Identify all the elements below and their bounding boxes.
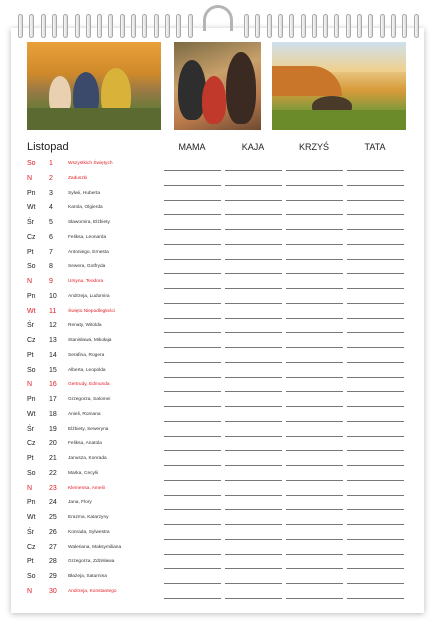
writing-line[interactable] <box>225 450 282 451</box>
weekday-label: Cz <box>27 440 36 448</box>
writing-line[interactable] <box>225 273 282 274</box>
writing-line[interactable] <box>164 273 221 274</box>
writing-line[interactable] <box>347 554 404 555</box>
writing-line[interactable] <box>286 568 343 569</box>
nameday-text: Sylwii, Huberta <box>68 190 100 196</box>
writing-line[interactable] <box>347 421 404 422</box>
month-title: Listopad <box>27 141 69 153</box>
weekday-label: N <box>27 484 33 492</box>
writing-line[interactable] <box>164 244 221 245</box>
nameday-text: Marka, Cecylii <box>68 470 99 476</box>
writing-line[interactable] <box>286 332 343 333</box>
day-number: 14 <box>49 351 57 359</box>
day-number: 24 <box>49 499 57 507</box>
writing-line[interactable] <box>286 288 343 289</box>
writing-line[interactable] <box>164 377 221 378</box>
day-row <box>0 160 435 175</box>
writing-line[interactable] <box>225 288 282 289</box>
weekday-label: Pt <box>27 455 34 462</box>
nameday-text: Święto Niepodległości <box>68 308 115 314</box>
day-row <box>0 558 435 573</box>
writing-line[interactable] <box>164 450 221 451</box>
writing-line[interactable] <box>225 539 282 540</box>
writing-line[interactable] <box>286 185 343 186</box>
weekday-label: So <box>27 263 36 271</box>
writing-line[interactable] <box>225 170 282 171</box>
spiral-ring <box>357 14 362 38</box>
weekday-label: So <box>27 160 36 167</box>
writing-line[interactable] <box>286 524 343 525</box>
writing-line[interactable] <box>347 288 404 289</box>
writing-line[interactable] <box>347 391 404 392</box>
spiral-ring <box>108 14 113 38</box>
nameday-text: Konrada, Sylwestra <box>68 529 110 535</box>
day-number: 22 <box>49 469 57 477</box>
weekday-label: Pt <box>27 558 34 566</box>
spiral-ring <box>323 14 328 38</box>
day-number: 17 <box>49 396 57 403</box>
writing-line[interactable] <box>286 509 343 510</box>
weekday-label: Pt <box>27 248 34 256</box>
writing-line[interactable] <box>286 303 343 304</box>
writing-line[interactable] <box>225 509 282 510</box>
weekday-label: Wt <box>27 307 36 315</box>
writing-line[interactable] <box>347 465 404 466</box>
writing-line[interactable] <box>347 303 404 304</box>
day-row <box>0 190 435 205</box>
writing-line[interactable] <box>164 318 221 319</box>
writing-line[interactable] <box>286 259 343 260</box>
day-row <box>0 322 435 337</box>
weekday-label: Pn <box>27 396 36 403</box>
spiral-ring <box>131 14 136 38</box>
day-row <box>0 278 435 293</box>
writing-line[interactable] <box>347 450 404 451</box>
day-row <box>0 219 435 234</box>
writing-line[interactable] <box>225 347 282 348</box>
nameday-text: Wszystkich Świętych <box>68 161 113 166</box>
day-row <box>0 514 435 529</box>
writing-line[interactable] <box>164 583 221 584</box>
writing-line[interactable] <box>225 406 282 407</box>
writing-line[interactable] <box>286 170 343 171</box>
weekday-label: So <box>27 469 36 477</box>
writing-line[interactable] <box>347 273 404 274</box>
writing-line[interactable] <box>286 273 343 274</box>
writing-line[interactable] <box>164 524 221 525</box>
day-number: 1 <box>49 160 53 167</box>
column-header-mama: MAMA <box>178 142 206 152</box>
spiral-ring <box>301 14 306 38</box>
writing-line[interactable] <box>347 480 404 481</box>
nameday-text: Sławomira, Elżbiety <box>68 220 110 225</box>
writing-line[interactable] <box>347 495 404 496</box>
nameday-text: Sewera, Gotfryda <box>68 264 106 270</box>
writing-line[interactable] <box>164 465 221 466</box>
weekday-label: N <box>27 587 33 595</box>
writing-line[interactable] <box>347 244 404 245</box>
writing-line[interactable] <box>347 259 404 260</box>
writing-line[interactable] <box>286 229 343 230</box>
writing-line[interactable] <box>164 170 221 171</box>
family-photo-3 <box>272 42 406 130</box>
writing-line[interactable] <box>286 480 343 481</box>
nameday-text: Grzegorza, Salomei <box>68 397 111 402</box>
spiral-ring <box>86 14 91 38</box>
day-number: 25 <box>49 514 57 521</box>
writing-line[interactable] <box>286 450 343 451</box>
spiral-ring <box>255 14 260 38</box>
writing-line[interactable] <box>286 495 343 496</box>
nameday-text: Stanisława, Mikołaja <box>68 338 112 343</box>
spiral-ring <box>75 14 80 38</box>
day-number: 20 <box>49 440 57 448</box>
writing-line[interactable] <box>225 185 282 186</box>
spiral-ring <box>97 14 102 38</box>
writing-line[interactable] <box>225 568 282 569</box>
writing-line[interactable] <box>164 200 221 201</box>
day-row <box>0 337 435 352</box>
writing-line[interactable] <box>164 288 221 289</box>
spiral-ring <box>312 14 317 38</box>
spiral-ring <box>267 14 272 38</box>
day-number: 11 <box>49 307 57 315</box>
weekday-label: Wt <box>27 514 36 521</box>
day-row <box>0 544 435 559</box>
writing-line[interactable] <box>164 568 221 569</box>
writing-line[interactable] <box>286 539 343 540</box>
writing-line[interactable] <box>286 244 343 245</box>
day-row <box>0 204 435 219</box>
weekday-label: Cz <box>27 337 36 344</box>
nameday-text: Serafina, Rogera <box>68 352 105 358</box>
spiral-ring <box>334 14 339 38</box>
column-header-kaja: KAJA <box>241 142 265 152</box>
day-row <box>0 529 435 544</box>
writing-line[interactable] <box>347 509 404 510</box>
day-row <box>0 588 435 603</box>
writing-line[interactable] <box>225 436 282 437</box>
day-row <box>0 381 435 396</box>
day-number: 8 <box>49 263 53 271</box>
day-row <box>0 352 435 367</box>
day-number: 2 <box>49 174 53 182</box>
writing-line[interactable] <box>164 436 221 437</box>
weekday-label: So <box>27 366 36 374</box>
writing-line[interactable] <box>347 229 404 230</box>
writing-line[interactable] <box>164 214 221 215</box>
day-number: 23 <box>49 484 57 492</box>
weekday-label: Śr <box>27 425 34 433</box>
nameday-text: Waleriana, Maksymiliana <box>68 544 122 550</box>
nameday-text: Zaduszki <box>68 175 88 181</box>
writing-line[interactable] <box>286 406 343 407</box>
nameday-text: Klemensa, Amelii <box>68 485 105 491</box>
spiral-ring <box>120 14 125 38</box>
weekday-label: Śr <box>27 528 34 536</box>
nameday-text: Erazma, Katarzyny <box>68 515 109 520</box>
column-header-krzys: KRZYŚ <box>298 142 329 152</box>
writing-line[interactable] <box>225 214 282 215</box>
day-row <box>0 440 435 455</box>
nameday-text: Andrzeja, Ludomira <box>68 293 110 299</box>
day-number: 30 <box>49 587 57 595</box>
writing-line[interactable] <box>347 347 404 348</box>
family-photo-1 <box>27 42 161 130</box>
day-number: 27 <box>49 543 57 551</box>
day-number: 19 <box>49 425 57 433</box>
writing-line[interactable] <box>286 318 343 319</box>
nameday-text: Elżbiety, Seweryna <box>68 426 109 432</box>
weekday-label: N <box>27 278 33 285</box>
spiral-ring <box>176 14 181 38</box>
writing-line[interactable] <box>164 598 221 599</box>
writing-line[interactable] <box>286 347 343 348</box>
writing-line[interactable] <box>286 362 343 363</box>
day-number: 29 <box>49 573 57 580</box>
spiral-ring <box>142 14 147 38</box>
writing-line[interactable] <box>347 170 404 171</box>
day-number: 7 <box>49 248 53 256</box>
writing-line[interactable] <box>225 524 282 525</box>
writing-line[interactable] <box>164 554 221 555</box>
day-row <box>0 470 435 485</box>
day-number: 3 <box>49 189 53 197</box>
spiral-ring <box>63 14 68 38</box>
nameday-text: Alberta, Leopolda <box>68 367 106 373</box>
writing-line[interactable] <box>164 495 221 496</box>
day-row <box>0 573 435 588</box>
writing-line[interactable] <box>225 598 282 599</box>
nameday-text: Jana, Flory <box>68 500 92 506</box>
writing-line[interactable] <box>225 200 282 201</box>
writing-line[interactable] <box>164 362 221 363</box>
writing-line[interactable] <box>286 583 343 584</box>
weekday-label: Pn <box>27 499 36 507</box>
writing-line[interactable] <box>347 598 404 599</box>
writing-line[interactable] <box>347 524 404 525</box>
day-row <box>0 263 435 278</box>
day-row <box>0 411 435 426</box>
day-number: 9 <box>49 278 53 285</box>
weekday-label: N <box>27 381 33 389</box>
writing-line[interactable] <box>225 244 282 245</box>
writing-line[interactable] <box>164 229 221 230</box>
day-number: 10 <box>49 292 57 300</box>
spiral-ring <box>380 14 385 38</box>
weekday-label: Cz <box>27 543 36 551</box>
writing-line[interactable] <box>225 377 282 378</box>
writing-line[interactable] <box>225 495 282 496</box>
weekday-label: So <box>27 573 36 580</box>
spiral-ring <box>391 14 396 38</box>
writing-line[interactable] <box>225 318 282 319</box>
day-row <box>0 234 435 249</box>
writing-line[interactable] <box>347 185 404 186</box>
writing-line[interactable] <box>225 554 282 555</box>
hanger-hook <box>203 5 233 31</box>
writing-line[interactable] <box>164 347 221 348</box>
day-row <box>0 308 435 323</box>
spiral-ring <box>52 14 57 38</box>
weekday-label: Wt <box>27 204 36 212</box>
writing-line[interactable] <box>286 214 343 215</box>
weekday-label: Cz <box>27 233 36 241</box>
spiral-ring <box>154 14 159 38</box>
writing-line[interactable] <box>164 421 221 422</box>
family-photo-2 <box>174 42 261 130</box>
writing-line[interactable] <box>225 362 282 363</box>
day-number: 12 <box>49 322 57 330</box>
writing-line[interactable] <box>164 391 221 392</box>
writing-line[interactable] <box>164 509 221 510</box>
day-number: 13 <box>49 337 57 344</box>
writing-line[interactable] <box>347 406 404 407</box>
nameday-text: Antoniego, Ernesta <box>68 249 109 255</box>
weekday-label: Śr <box>27 322 34 330</box>
writing-line[interactable] <box>225 465 282 466</box>
writing-line[interactable] <box>286 377 343 378</box>
spiral-ring <box>244 14 249 38</box>
day-row <box>0 249 435 264</box>
spiral-ring <box>278 14 283 38</box>
writing-line[interactable] <box>347 377 404 378</box>
day-row <box>0 293 435 308</box>
nameday-text: Grzegorza, Zdzisława <box>68 559 115 565</box>
day-number: 6 <box>49 233 53 241</box>
writing-line[interactable] <box>286 465 343 466</box>
nameday-text: Karola, Olgierda <box>68 205 103 211</box>
spiral-ring <box>402 14 407 38</box>
day-row <box>0 499 435 514</box>
writing-line[interactable] <box>225 480 282 481</box>
writing-line[interactable] <box>164 259 221 260</box>
nameday-text: Feliksa, Leonarda <box>68 234 107 240</box>
day-row <box>0 426 435 441</box>
writing-line[interactable] <box>286 598 343 599</box>
writing-line[interactable] <box>164 480 221 481</box>
writing-line[interactable] <box>286 421 343 422</box>
nameday-text: Feliksa, Anatola <box>68 441 102 447</box>
writing-line[interactable] <box>347 362 404 363</box>
writing-line[interactable] <box>347 332 404 333</box>
spiral-ring <box>289 14 294 38</box>
nameday-text: Gertrudy, Edmunda <box>68 382 110 388</box>
nameday-text: Ursyna, Teodora <box>68 279 104 284</box>
writing-line[interactable] <box>164 332 221 333</box>
spiral-ring <box>165 14 170 38</box>
writing-line[interactable] <box>225 421 282 422</box>
writing-line[interactable] <box>286 200 343 201</box>
day-number: 4 <box>49 204 53 212</box>
writing-line[interactable] <box>286 554 343 555</box>
writing-line[interactable] <box>347 539 404 540</box>
nameday-text: Błażeja, Saturnina <box>68 574 107 579</box>
weekday-label: N <box>27 174 33 182</box>
weekday-label: Pn <box>27 189 36 197</box>
day-row <box>0 175 435 190</box>
spiral-ring <box>368 14 373 38</box>
day-number: 16 <box>49 381 57 389</box>
writing-line[interactable] <box>225 332 282 333</box>
day-number: 21 <box>49 455 57 462</box>
spiral-ring <box>29 14 34 38</box>
writing-line[interactable] <box>164 406 221 407</box>
writing-line[interactable] <box>225 391 282 392</box>
day-number: 26 <box>49 528 57 536</box>
weekday-label: Pn <box>27 292 36 300</box>
writing-line[interactable] <box>347 583 404 584</box>
nameday-text: Renaty, Witolda <box>68 323 102 329</box>
writing-line[interactable] <box>286 436 343 437</box>
writing-line[interactable] <box>347 318 404 319</box>
spiral-ring <box>188 14 193 38</box>
writing-line[interactable] <box>225 303 282 304</box>
writing-line[interactable] <box>286 391 343 392</box>
writing-line[interactable] <box>225 259 282 260</box>
spiral-ring <box>41 14 46 38</box>
nameday-text: Anieli, Romana <box>68 411 101 417</box>
column-header-tata: TATA <box>364 142 386 152</box>
day-row <box>0 396 435 411</box>
writing-line[interactable] <box>347 200 404 201</box>
nameday-text: Janusza, Konrada <box>68 456 107 461</box>
day-row <box>0 367 435 382</box>
day-number: 28 <box>49 558 57 566</box>
writing-line[interactable] <box>347 436 404 437</box>
writing-line[interactable] <box>164 539 221 540</box>
nameday-text: Andrzeja, Konstantego <box>68 588 117 594</box>
day-row <box>0 455 435 470</box>
spiral-ring <box>414 14 419 38</box>
day-number: 15 <box>49 366 57 374</box>
writing-line[interactable] <box>225 229 282 230</box>
writing-line[interactable] <box>347 568 404 569</box>
weekday-label: Wt <box>27 410 36 418</box>
day-row <box>0 485 435 500</box>
spiral-ring <box>18 14 23 38</box>
spiral-ring <box>346 14 351 38</box>
weekday-label: Pt <box>27 351 34 359</box>
writing-line[interactable] <box>347 214 404 215</box>
day-number: 5 <box>49 219 53 226</box>
writing-line[interactable] <box>164 185 221 186</box>
weekday-label: Śr <box>27 219 34 226</box>
writing-line[interactable] <box>225 583 282 584</box>
writing-line[interactable] <box>164 303 221 304</box>
day-number: 18 <box>49 410 57 418</box>
